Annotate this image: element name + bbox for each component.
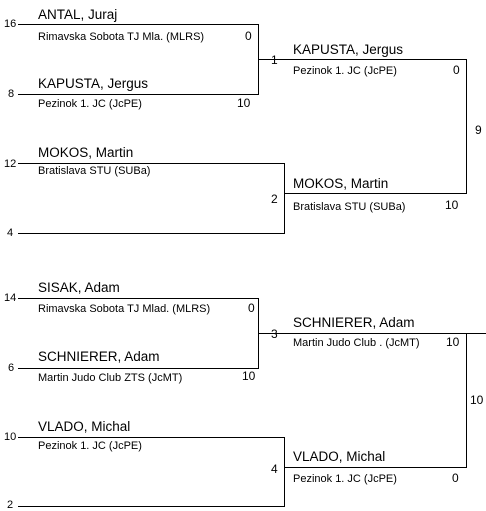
seed-number: 2 — [7, 499, 14, 511]
competitor-name: SISAK, Adam — [38, 280, 120, 295]
competitor-score: 10 — [237, 96, 251, 110]
match-number: 10 — [470, 393, 484, 407]
competitor-score: 10 — [445, 198, 459, 212]
competitor-score: 0 — [452, 471, 459, 485]
competitor-club: Pezinok 1. JC (JcPE) — [38, 440, 142, 452]
competitor-name: MOKOS, Martin — [38, 145, 134, 160]
match-number: 2 — [271, 192, 278, 206]
match-number: 3 — [271, 327, 278, 341]
competitor-score: 0 — [248, 301, 255, 315]
match-number: 9 — [475, 123, 482, 137]
competitor-club: Rimavska Sobota TJ Mlad. (MLRS) — [38, 303, 211, 315]
competitor-name: MOKOS, Martin — [293, 176, 389, 191]
competitor-score: 10 — [446, 335, 460, 349]
seed-number: 10 — [4, 431, 17, 443]
competitor-club: Bratislava STU (SUBa) — [293, 201, 406, 213]
competitor-name: VLADO, Michal — [293, 449, 386, 464]
competitor-club: Martin Judo Club ZTS (JcMT) — [38, 372, 183, 384]
seed-number: 12 — [4, 158, 17, 170]
competitor-club: Martin Judo Club . (JcMT) — [293, 337, 420, 349]
competitor-name: SCHNIERER, Adam — [38, 349, 160, 364]
competitor-name: KAPUSTA, Jergus — [38, 76, 149, 91]
competitor-club: Pezinok 1. JC (JcPE) — [293, 65, 397, 77]
competitor-name: ANTAL, Juraj — [38, 7, 118, 22]
competitor-score: 10 — [242, 369, 256, 383]
match-number: 1 — [271, 53, 278, 67]
competitor-name: KAPUSTA, Jergus — [293, 42, 404, 57]
seed-number: 6 — [8, 362, 15, 374]
competitor-name: VLADO, Michal — [38, 419, 131, 434]
seed-number: 8 — [8, 88, 15, 100]
match-number: 4 — [271, 462, 278, 476]
competitor-name: SCHNIERER, Adam — [293, 315, 415, 330]
competitor-club: Rimavska Sobota TJ Mla. (MLRS) — [38, 31, 205, 43]
seed-number: 4 — [7, 227, 14, 239]
competitor-club: Pezinok 1. JC (JcPE) — [293, 473, 397, 485]
competitor-score: 0 — [245, 29, 252, 43]
competitor-score: 0 — [453, 63, 460, 77]
competitor-club: Pezinok 1. JC (JcPE) — [38, 98, 142, 110]
competitor-club: Bratislava STU (SUBa) — [38, 165, 151, 177]
seed-number: 14 — [4, 292, 17, 304]
seed-number: 16 — [4, 18, 17, 30]
